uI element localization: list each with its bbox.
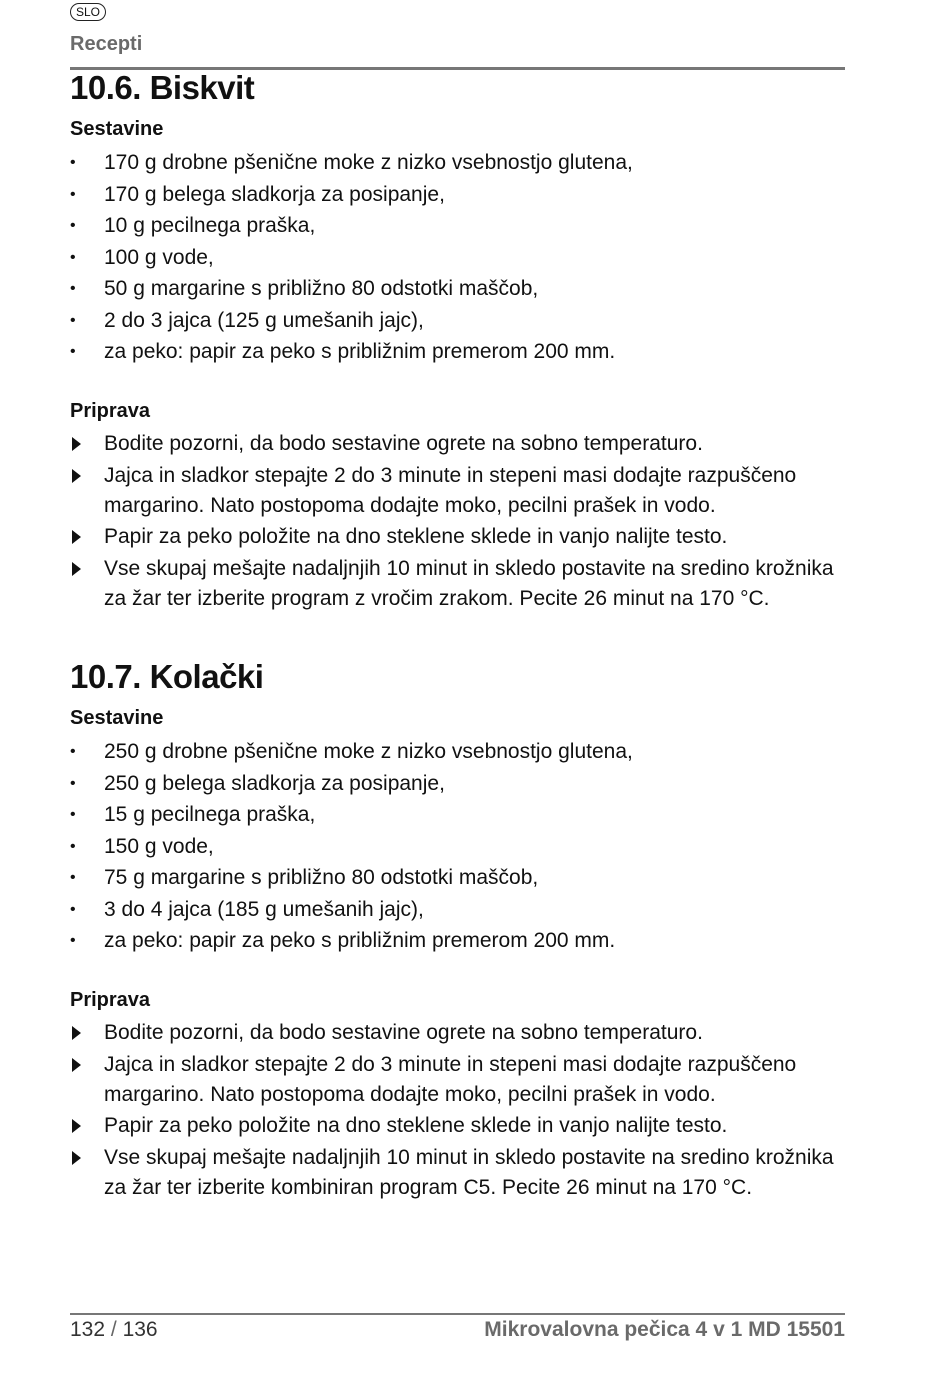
ingredients-list bbox=[70, 147, 845, 368]
bullet-icon: • bbox=[70, 311, 76, 329]
step-item: Vse skupaj mešajte nadaljnjih 10 minut in skledo postavite na sredino krožnika za žar ter izberite kombiniran program C5. Pecite 26 minut na 170 °C. bbox=[70, 1143, 840, 1203]
section-label: Recepti bbox=[70, 33, 143, 55]
list-item: • 15 g pecilnega praška, bbox=[70, 799, 845, 831]
arrow-right-icon bbox=[72, 437, 81, 451]
ingredients-heading: Sestavine bbox=[70, 118, 164, 140]
arrow-right-icon bbox=[72, 469, 81, 483]
step-item: Jajca in sladkor stepajte 2 do 3 minute in stepeni masi dodajte razpuščeno margarino. Nato postopoma dodajte moko, pecilni prašek in vodo. bbox=[70, 1050, 840, 1110]
recipe-title: 10.7. Kolački bbox=[70, 658, 264, 695]
step-item: Jajca in sladkor stepajte 2 do 3 minute in stepeni masi dodajte razpuščeno margarino. Nato postopoma dodajte moko, pecilni prašek in vodo. bbox=[70, 461, 840, 521]
bullet-icon: • bbox=[70, 248, 76, 266]
list-item: • 10 g pecilnega praška, bbox=[70, 210, 845, 242]
page-separator: / bbox=[110, 1318, 117, 1341]
arrow-right-icon bbox=[72, 1119, 81, 1133]
bullet-icon: • bbox=[70, 900, 76, 918]
bottom-rule bbox=[70, 1313, 845, 1315]
page-total: 136 bbox=[122, 1318, 158, 1341]
arrow-right-icon bbox=[72, 1058, 81, 1072]
arrow-right-icon bbox=[72, 1026, 81, 1040]
step-item: Papir za peko položite na dno steklene sklede in vanjo nalijte testo. bbox=[70, 522, 840, 552]
list-item: • 100 g vode, bbox=[70, 242, 845, 274]
list-item: • 2 do 3 jajca (125 g umešanih jajc), bbox=[70, 305, 845, 337]
bullet-icon: • bbox=[70, 280, 76, 297]
step-item: Vse skupaj mešajte nadaljnjih 10 minut in skledo postavite na sredino krožnika za žar ter izberite program z vročim zrakom. Pecite 26 minut na 170 °C. bbox=[70, 554, 840, 614]
page-number bbox=[70, 1318, 158, 1342]
page-current: 132 bbox=[70, 1318, 106, 1341]
bullet-icon: • bbox=[70, 217, 76, 234]
bullet-icon: • bbox=[70, 154, 76, 171]
list-item: • 75 g margarine s približno 80 odstotki maščob, bbox=[70, 862, 845, 894]
preparation-steps bbox=[70, 1018, 840, 1204]
arrow-right-icon bbox=[72, 1151, 81, 1165]
bullet-icon: • bbox=[70, 932, 76, 949]
product-name: Mikrovalovna pečica 4 v 1 MD 15501 bbox=[484, 1318, 845, 1341]
bullet-icon: • bbox=[70, 343, 76, 360]
preparation-heading: Priprava bbox=[70, 400, 151, 422]
bullet-icon: • bbox=[70, 774, 76, 792]
bullet-icon: • bbox=[70, 806, 76, 823]
bullet-icon: • bbox=[70, 837, 76, 855]
preparation-steps bbox=[70, 429, 840, 615]
arrow-right-icon bbox=[72, 530, 81, 544]
recipe-title: 10.6. Biskvit bbox=[70, 69, 255, 106]
list-item: • za peko: papir za peko s približnim premerom 200 mm. bbox=[70, 336, 845, 368]
list-item: • 250 g drobne pšenične moke z nizko vsebnostjo glutena, bbox=[70, 736, 845, 768]
list-item: • 250 g belega sladkorja za posipanje, bbox=[70, 768, 845, 800]
ingredients-list bbox=[70, 736, 845, 957]
language-badge: SLO bbox=[70, 3, 106, 21]
preparation-heading: Priprava bbox=[70, 989, 151, 1011]
step-item: Papir za peko položite na dno steklene sklede in vanjo nalijte testo. bbox=[70, 1111, 840, 1141]
bullet-icon: • bbox=[70, 743, 76, 760]
list-item: • 170 g drobne pšenične moke z nizko vsebnostjo glutena, bbox=[70, 147, 845, 179]
list-item: • 150 g vode, bbox=[70, 831, 845, 863]
list-item: • za peko: papir za peko s približnim premerom 200 mm. bbox=[70, 925, 845, 957]
step-item: Bodite pozorni, da bodo sestavine ogrete na sobno temperaturo. bbox=[70, 429, 840, 459]
arrow-right-icon bbox=[72, 562, 81, 576]
bullet-icon: • bbox=[70, 185, 76, 203]
bullet-icon: • bbox=[70, 869, 76, 886]
list-item: • 170 g belega sladkorja za posipanje, bbox=[70, 179, 845, 211]
list-item: • 3 do 4 jajca (185 g umešanih jajc), bbox=[70, 894, 845, 926]
step-item: Bodite pozorni, da bodo sestavine ogrete na sobno temperaturo. bbox=[70, 1018, 840, 1048]
ingredients-heading: Sestavine bbox=[70, 707, 164, 729]
list-item: • 50 g margarine s približno 80 odstotki maščob, bbox=[70, 273, 845, 305]
